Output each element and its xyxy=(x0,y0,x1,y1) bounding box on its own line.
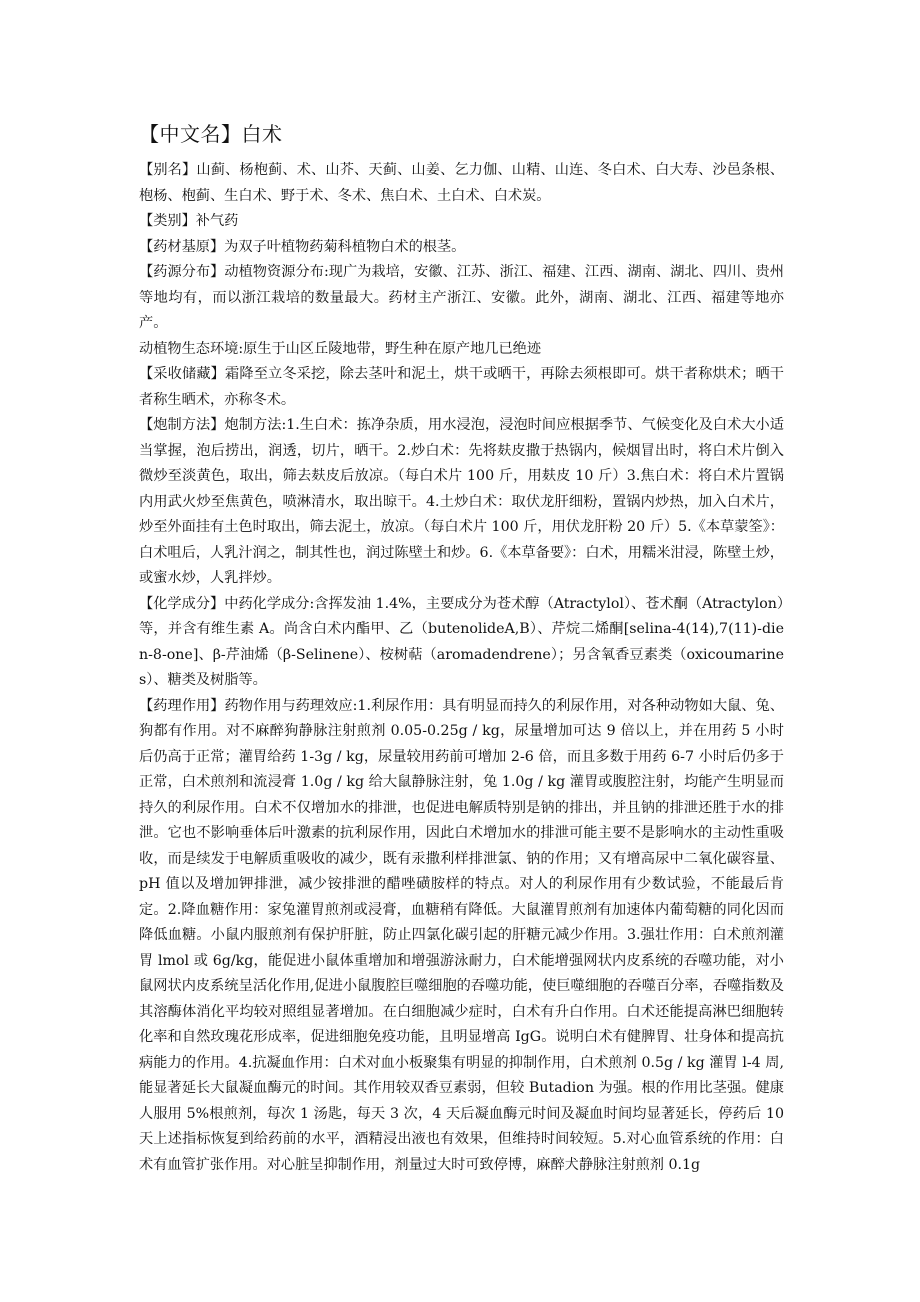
section-label: 【药源分布】 xyxy=(139,264,225,280)
paragraph-origin xyxy=(139,235,784,261)
paragraph-pharmacology xyxy=(139,694,784,1179)
section-text: 为双子叶植物药菊科植物白术的根茎。 xyxy=(224,238,466,255)
document-page xyxy=(139,118,784,1178)
section-text: 山蓟、杨枹蓟、术、山芥、天蓟、山姜、乞力伽、山精、山连、冬白术、白大寿、沙邑条根、枹杨、枹蓟、生白术、野于术、冬术、焦白术、土白术、白术炭。 xyxy=(139,162,784,204)
section-label: 【类别】 xyxy=(139,213,196,229)
paragraph-chemistry xyxy=(139,592,784,694)
section-label: 【药材基原】 xyxy=(139,238,225,255)
section-text: 中药化学成分:含挥发油 1.4%，主要成分为苍术醇（Atractylol）、苍术酮（Atractylon）等，并含有维生素 A。尚含白术内酯甲、乙（butenolideA,B）、芹烷二烯酮[selina-4(14),7(11)-dien-8-one]、β-芹油烯（β-Selinene）、桉树萜（aromadendrene）；另含氧香豆素类（oxicoumarines）、糖类及树脂等。 xyxy=(139,595,784,688)
paragraph-distribution xyxy=(139,260,784,337)
section-label: 【别名】 xyxy=(139,162,197,178)
section-text: 炮制方法:1.生白术：拣净杂质，用水浸泡，浸泡时间应根据季节、气候变化及白术大小适当掌握，泡后捞出，润透，切片，晒干。2.炒白术：先将麸皮撒于热锅内，候烟冒出时，将白术片倒入微炒至淡黄色，取出，筛去麸皮后放凉。（每白术片 100 斤，用麸皮 10 斤）3.焦白术：将白术片置锅内用武火炒至焦黄色，喷淋清水，取出晾干。4.土炒白术：取伏龙肝细粉，置锅内炒热，加入白术片，炒至外面挂有土色时取出，筛去泥土，放凉。（每白术片 100 斤，用伏龙肝粉 20 斤）5.《本草蒙筌》：白术咀后，人乳汁润之，制其性也，润过陈壁土和炒。6.《本草备要》：白术，用糯米泔浸，陈壁土炒，或蜜水炒，人乳拌炒。 xyxy=(139,417,784,586)
paragraph-category xyxy=(139,209,784,235)
paragraph-processing xyxy=(139,413,784,592)
section-text: 动植物资源分布:现广为栽培，安徽、江苏、浙江、福建、江西、湖南、湖北、四川、贵州等地均有，而以浙江栽培的数量最大。药材主产浙江、安徽。此外，湖南、湖北、江西、福建等地亦产。 xyxy=(139,264,784,331)
paragraph-harvest xyxy=(139,362,784,413)
paragraph-alias xyxy=(139,158,784,209)
section-label: 【采收储藏】 xyxy=(139,366,226,382)
section-label: 【化学成分】 xyxy=(139,595,225,612)
paragraph-ecology xyxy=(139,337,784,363)
document-title: 【中文名】白术 xyxy=(139,122,283,146)
section-label: 【炮制方法】 xyxy=(139,417,225,433)
section-text: 补气药 xyxy=(195,213,239,229)
section-label: 【药理作用】 xyxy=(139,697,225,714)
section-text: 药物作用与药理效应:1.利尿作用：具有明显而持久的利尿作用，对各种动物如大鼠、兔、狗都有作用。对不麻醉狗静脉注射煎剂 0.05-0.25g / kg，尿量增加可达 9 倍以上，并在用药 5 小时后仍高于正常；灌胃给药 1-3g / kg，尿量较用药前可增加 2-6 倍，而且多数于用药 6-7 小时后仍多于正常，白术煎剂和流浸膏 1.0g / kg 给大鼠静脉注射，兔 1.0g / kg 灌胃或腹腔注射，均能产生明显而持久的利尿作用。白术不仅增加水的排泄，也促进电解质特别是钠的排出，并且钠的排泄还胜于水的排泄。它也不影响垂体后叶激素的抗利尿作用，因此白术增加水的排泄可能主要不是影响水的主动性重吸收，而是续发于电解质重吸收的减少，既有汞撒利样排泄氯、钠的作用；又有增高尿中二氧化碳容量、pH 值以及增加钾排泄，减少铵排泄的醋唑磺胺样的特点。对人的利尿作用有少数试验，不能最后肯定。2.降血糖作用：家兔灌胃煎剂或浸膏，血糖稍有降低。大鼠灌胃煎剂有加速体内葡萄糖的同化因而降低血糖。小鼠内服煎剂有保护肝脏，防止四氯化碳引起的肝糖元减少作用。3.强壮作用：白术煎剂灌胃 lmol 或 6g/kg，能促进小鼠体重增加和增强游泳耐力，白术能增强网状内皮系统的吞噬功能，对小鼠网状内皮系统呈活化作用,促进小鼠腹腔巨噬细胞的吞噬功能，使巨噬细胞的吞噬百分率，吞噬指数及其溶酶体消化平均较对照组显著增加。在白细胞减少症时，白术有升白作用。白术还能提高淋巴细胞转化率和自然玫瑰花形成率，促进细胞免疫功能，且明显增高 IgG。说明白术有健脾胃、壮身体和提高抗病能力的作用。4.抗凝血作用：白术对血小板聚集有明显的抑制作用，白术煎剂 0.5g / kg 灌胃 l-4 周,能显著延长大鼠凝血酶元的时间。其作用较双香豆素弱，但较 Butadion 为强。根的作用比茎强。健康人服用 5%根煎剂，每次 1 汤匙，每天 3 次，4 天后凝血酶元时间及凝血时间均显著延长，停药后 10 天上述指标恢复到给药前的水平，酒精浸出液也有效果，但维持时间较短。5.对心血管系统的作用：白术有血管扩张作用。对心脏呈抑制作用，剂量过大时可致停博，麻醉犬静脉注射煎剂 0.1g xyxy=(139,697,784,1173)
section-text: 霜降至立冬采挖，除去茎叶和泥土，烘干或晒干，再除去须根即可。烘干者称烘术；晒干者称生晒术，亦称冬术。 xyxy=(139,366,784,408)
section-text: 动植物生态环境:原生于山区丘陵地带，野生种在原产地几已绝迹 xyxy=(139,340,542,357)
